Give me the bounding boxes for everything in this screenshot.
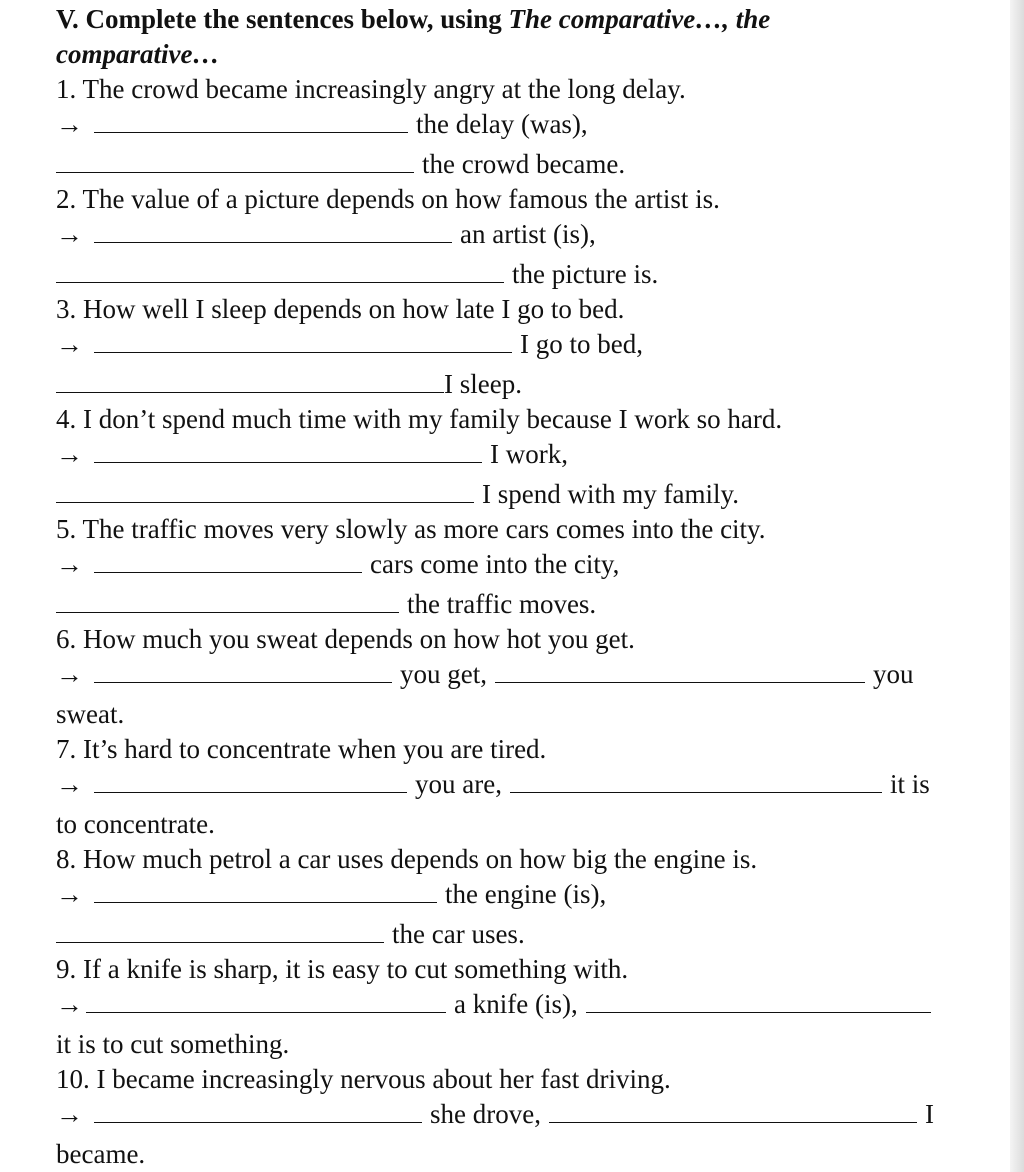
arrow-icon: → [56, 549, 83, 579]
item-2-answer-line2: the picture is. [56, 258, 658, 290]
answer-blank[interactable] [94, 550, 362, 573]
item-9-answer-line1: → a knife (is), [56, 988, 931, 1020]
item-5-answer-line2: the traffic moves. [56, 588, 596, 620]
arrow-icon: → [56, 659, 83, 689]
item-4-answer-line2: I spend with my family. [56, 478, 739, 510]
item-4-sentence: 4. I don’t spend much time with my family because I work so hard. [56, 404, 783, 434]
item-3-answer-line2: I sleep. [56, 368, 522, 400]
item-6-answer-line2: sweat. [56, 699, 125, 729]
answer-blank[interactable] [510, 770, 882, 793]
item-10-answer-line1: → she drove, I [56, 1099, 934, 1129]
item-2-sentence: 2. The value of a picture depends on how famous the artist is. [56, 184, 720, 214]
answer-blank[interactable] [94, 1100, 422, 1123]
item-10-answer-line2: became. [56, 1139, 146, 1169]
exercise-title-line2: comparative… [56, 39, 220, 69]
item-7-answer-line1: → you are, it is [56, 769, 930, 799]
item-7-answer-line2: to concentrate. [56, 809, 215, 839]
answer-blank[interactable] [56, 920, 384, 943]
item-6-sentence: 6. How much you sweat depends on how hot you get. [56, 624, 635, 654]
item-8-answer-line1: → the engine (is), [56, 879, 607, 909]
arrow-icon: → [56, 769, 83, 799]
item-1-answer-line1: → the delay (was), [56, 109, 588, 139]
item-3-sentence: 3. How well I sleep depends on how late I go to bed. [56, 294, 625, 324]
item-5-sentence: 5. The traffic moves very slowly as more cars comes into the city. [56, 514, 766, 544]
worksheet [56, 0, 956, 1172]
item-9-answer-line2: it is to cut something. [56, 1029, 290, 1059]
exercise-title: V. Complete the sentences below, using The comparative…, the [56, 4, 771, 34]
answer-blank[interactable] [94, 110, 408, 133]
answer-blank[interactable] [56, 590, 399, 613]
answer-blank[interactable] [94, 220, 452, 243]
answer-blank[interactable] [549, 1100, 917, 1123]
answer-blank[interactable] [94, 770, 407, 793]
item-4-answer-line1: → I work, [56, 439, 568, 469]
item-1-sentence: 1. The crowd became increasingly angry at the long delay. [56, 74, 686, 104]
answer-blank[interactable] [56, 370, 444, 393]
item-6-answer-line1: → you get, you [56, 659, 914, 689]
arrow-icon: → [56, 1099, 83, 1129]
answer-blank[interactable] [56, 480, 474, 503]
answer-blank[interactable] [94, 660, 392, 683]
arrow-icon: → [56, 879, 83, 909]
item-8-answer-line2: the car uses. [56, 918, 525, 950]
item-7-sentence: 7. It’s hard to concentrate when you are tired. [56, 734, 547, 764]
arrow-icon: → [56, 439, 83, 469]
item-5-answer-line1: → cars come into the city, [56, 549, 620, 579]
answer-blank[interactable] [86, 990, 446, 1013]
answer-blank[interactable] [586, 990, 931, 1013]
answer-blank[interactable] [56, 150, 414, 173]
answer-blank[interactable] [56, 260, 504, 283]
arrow-icon: → [56, 219, 83, 249]
item-10-sentence: 10. I became increasingly nervous about her fast driving. [56, 1064, 671, 1094]
answer-blank[interactable] [94, 330, 512, 353]
arrow-icon: → [56, 109, 83, 139]
answer-blank[interactable] [94, 880, 437, 903]
page-edge-shadow [1010, 0, 1024, 1172]
arrow-icon: → [56, 989, 83, 1019]
item-9-sentence: 9. If a knife is sharp, it is easy to cut something with. [56, 954, 629, 984]
item-1-answer-line2: the crowd became. [56, 148, 625, 180]
answer-blank[interactable] [94, 440, 482, 463]
item-8-sentence: 8. How much petrol a car uses depends on how big the engine is. [56, 844, 758, 874]
answer-blank[interactable] [495, 660, 865, 683]
item-3-answer-line1: → I go to bed, [56, 329, 643, 359]
arrow-icon: → [56, 329, 83, 359]
item-2-answer-line1: → an artist (is), [56, 219, 596, 249]
